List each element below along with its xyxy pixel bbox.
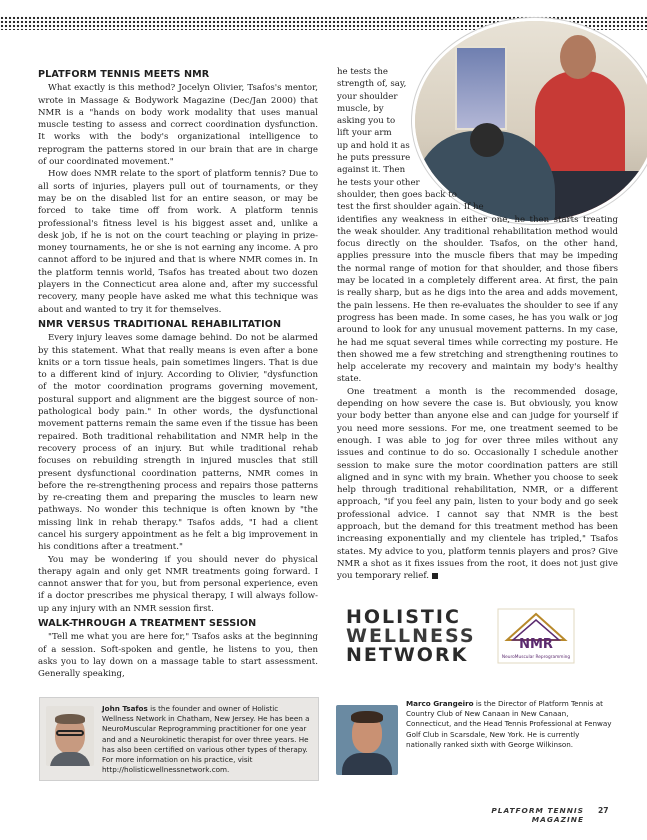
john-tsafos-photo — [46, 706, 94, 766]
paragraph-dosage — [337, 386, 618, 583]
marco-grangeiro-photo — [336, 705, 398, 775]
john-tsafos-name: John Tsafos — [102, 704, 148, 713]
holistic-wellness-network-logo — [346, 608, 476, 668]
marco-grangeiro-bio-text: is the Director of Platform Tennis at Country Club of New Canaan in New Canaan, Connecticut, and the Head Tennis Professional at Fenway Golf Club in Scarsdale, New York. He is currently nationally ranked sixth with George Wilkinson. — [406, 699, 612, 749]
magazine-footer: PLATFORM TENNIS MAGAZINE — [491, 806, 584, 824]
nmr-logo-subtext: NeuroMuscular Reprogramming — [501, 655, 571, 660]
narrow-line: asking you to — [337, 116, 396, 127]
logo-word: NETWORK — [346, 644, 469, 666]
paragraph-physical-therapy: You may be wondering if you should never do physical therapy again and only get NMR treatments going forward. I cannot answer that for you, but from personal experience, even if a doctor prescribes me physical therapy, I will always follow-up any injury with an NMR session first. — [38, 554, 318, 614]
end-mark-icon — [432, 573, 438, 579]
narrow-line: he tests the — [337, 67, 388, 77]
logo-word: HOLISTIC — [346, 606, 461, 628]
narrow-line: your shoulder — [337, 91, 398, 102]
narrow-line: he tests your other — [337, 177, 420, 188]
narrow-line: up and hold it as — [337, 140, 410, 151]
marco-grangeiro-bio-box — [336, 697, 620, 779]
nmr-logo-text: NMR — [519, 637, 553, 652]
paragraph-treatment: identifies any weakness in either one, he then starts treating the weak shoulder. Any traditional rehabilitation method would focus directly on the shoulder. Tsafos, on the other hand, applies pressure into the muscle fibers that may be impeding the normal range of motion for that shoulder, and those fibers may be located in a completely different area. At first, the pain is really sharp, but as he digs into the area and adds movement, the pain lessens. He then re-evaluates the shoulder to see if any progress has been made. In some cases, he has you walk or jog around to look for any unusual movement patterns. In my case, he had me squat several times while correcting my posture. He then showed me a few stretching and strengthening routines to help accelerate my recovery and maintain my body's healthy state. — [337, 214, 618, 385]
marco-grangeiro-bio — [406, 699, 616, 750]
narrow-line: test the first shoulder again. If he — [337, 202, 484, 213]
narrow-line: strength of, say, — [337, 79, 407, 90]
paragraph-session-start: "Tell me what you are here for," Tsafos asks at the beginning of a session. Soft-spoken and gentle, he listens to you, then asks you to lay down on a massage table to start assessment. Generally speaking, — [38, 632, 318, 680]
nmr-logo — [497, 608, 575, 664]
left-column — [38, 66, 318, 681]
narrow-line: muscle, by — [337, 103, 384, 114]
paragraph-relation: How does NMR relate to the sport of platform tennis? Due to all sorts of injuries, players pull out of tournaments, or they may be on the disabled list for an entire season, or may be forced to take time off from work. A platform tennis professional's fitness level is his biggest asset and, unlike a desk job, if he is not on the court teaching or playing in prize-money tournaments, he or she is not earning any income. A pro cannot afford to be injured and that is where NMR comes in. In the platform tennis world, Tsafos has treated about two dozen players in the Connecticut area alone and, after my successful recovery, many people have asked me what this technique was about and wanted to try it for themselves. — [38, 169, 318, 315]
narrow-line: lift your arm — [337, 128, 392, 139]
john-tsafos-bio-box — [39, 697, 319, 781]
heading-platform-tennis-meets-nmr: PLATFORM TENNIS MEETS NMR — [38, 69, 210, 80]
heading-walk-through: WALK-THROUGH A TREATMENT SESSION — [38, 618, 257, 630]
right-column — [337, 66, 618, 582]
heading-nmr-vs-rehab: NMR VERSUS TRADITIONAL REHABILITATION — [38, 318, 282, 330]
narrow-line: he puts pressure — [337, 153, 411, 164]
paragraph-dosage-text: One treatment a month is the recommended dosage, depending on how severe the case is. But obviously, you know your body better than anyone else and can judge for yourself if you need more sessions. For me, one treatment seemed to be enough. I was able to jog for over three miles without any issues and continue to do so. Occasionally I schedule another session to make sure the motor coordination patters are still aligned and in sync with my brain. Whether you choose to seek help through traditional rehabilitation, NMR, or a different approach, "if you feel any pain, listen to your body and go seek professional advice. I cannot say that NMR is the best approach, but the demand for this treatment method has been increasing exponentially and my clientele has tripled," Tsafos states. My advice to you, platform tennis players and pros? Give NMR a shot as it fixes issues from the root, it does not just give you temporary relief. — [337, 386, 618, 582]
logo-word: WELLNESS — [346, 625, 476, 647]
paragraph-method: What exactly is this method? Jocelyn Olivier, Tsafos's mentor, wrote in Massage & Bodywork Magazine (Dec/Jan 2000) that NMR is a "hands on body work modality that uses manual muscle testing to assess and correct coordination dysfunction. It works with the body's organizational intelligence to reprogram the patterns stored in our brain that are in charge of our coordinated movement." — [38, 83, 318, 168]
narrow-line: shoulder, then goes back to — [337, 189, 457, 200]
page-number: 27 — [598, 806, 609, 815]
paragraph-injury: Every injury leaves some damage behind. Do not be alarmed by this statement. What that really means is even after a bone knits or a torn tissue heals, pain sometimes lingers. That is due to a different kind of injury. According to Olivier, "dysfunction of the motor coordination programs governing movement, postural support and alignment are the biggest source of non-pathological body pain." In other words, the dysfunctional movement patterns remain the same even if the tissue has been repaired. Both traditional rehabilitation and NMR help in the recovery process of an injury. But while traditional rehab focuses on rebuilding strength in injured muscles that still present dysfunctional coordination patterns, NMR comes in before the re-strengthening process and repairs those patterns by re-creating them and preparing the muscles to learn new pathways. No wonder this technique is often known by "the missing link in rehab therapy." Tsafos adds, "I had a client cancel his surgery appointment as he felt a big improvement in his conditions after a treatment." — [38, 333, 318, 553]
wrapped-text-block — [337, 66, 457, 201]
narrow-line: against it. Then — [337, 165, 406, 176]
john-tsafos-bio-text: is the founder and owner of Holistic Wellness Network in Chatham, New Jersey. He has been a NeuroMuscular Reprogramming practitioner for one year and and a Neurokinetic therapist for over three years. He has also been certified on various other types of therapy. For more information on his practice, visit http://holisticwellnessnetwork.com. — [102, 704, 310, 775]
john-tsafos-bio — [102, 704, 312, 775]
marco-grangeiro-name: Marco Grangeiro — [406, 699, 474, 708]
